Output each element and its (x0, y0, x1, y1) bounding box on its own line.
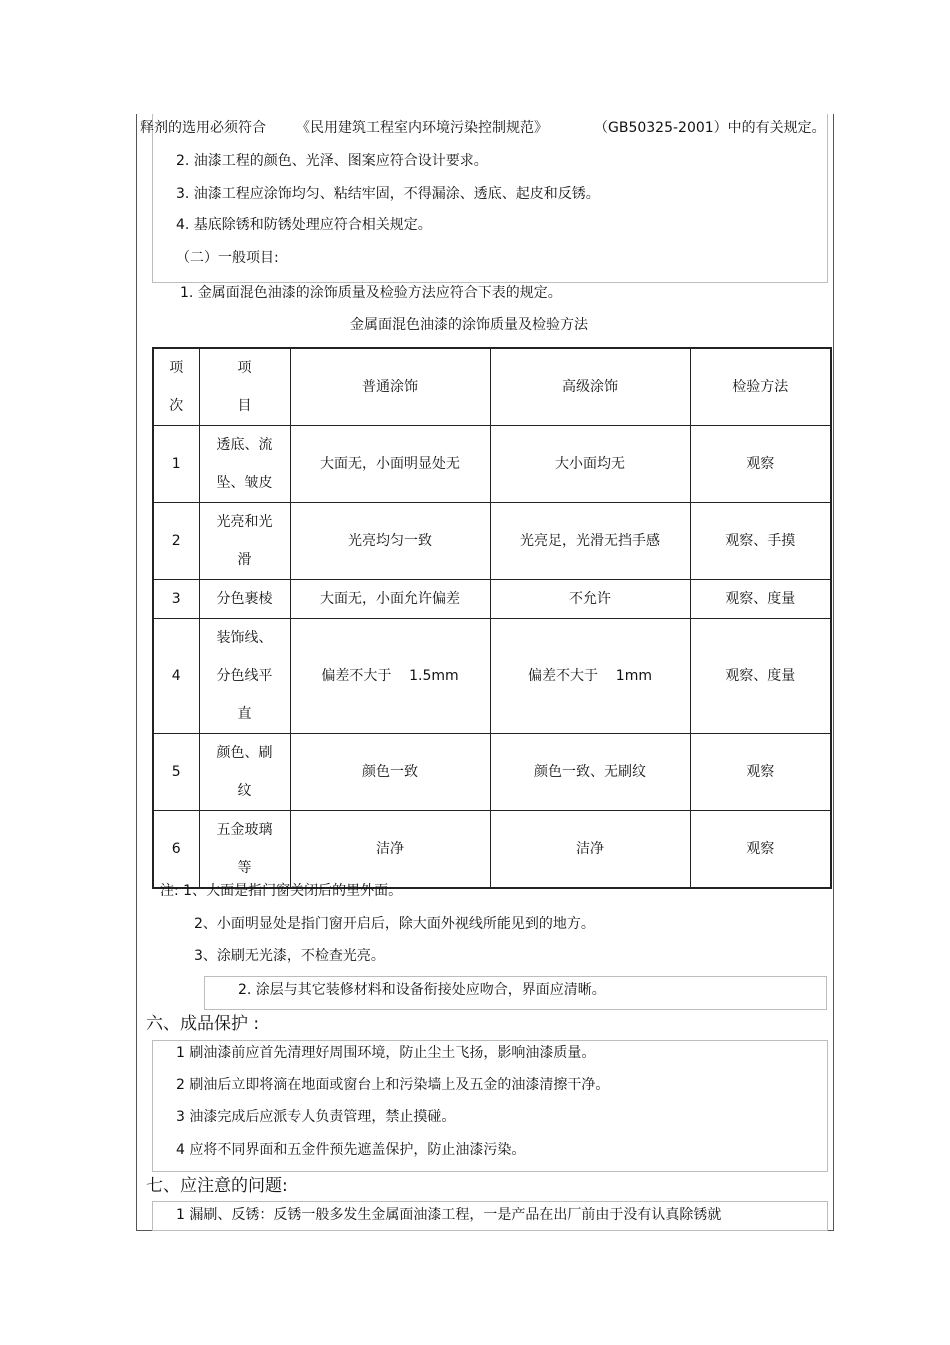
table-row (153, 426, 831, 503)
table-cell: 观察、度量 (690, 580, 831, 619)
table-cell: 不允许 (490, 580, 690, 619)
section-7-title: 七、应注意的问题: (146, 1176, 288, 1196)
table-row (153, 503, 831, 580)
header-cell: 检验方法 (690, 348, 831, 426)
item-3: 3. 油漆工程应涂饰均匀、粘结牢固，不得漏涂、透底、起皮和反锈。 (176, 186, 600, 202)
note-3: 3、涂刷无光漆，不检查光亮。 (194, 948, 385, 964)
header-cell: 普通涂饰 (290, 348, 490, 426)
table-cell: 1 (153, 426, 199, 503)
table-cell: 光亮均匀一致 (290, 503, 490, 580)
quality-table (152, 347, 832, 889)
interface-note: 2. 涂层与其它装修材料和设备衔接处应吻合，界面应清晰。 (238, 982, 606, 998)
table-cell: 大面无，小面允许偏差 (290, 580, 490, 619)
general-item-1: 1. 金属面混色油漆的涂饰质量及检验方法应符合下表的规定。 (180, 285, 562, 301)
table-cell: 洁净 (290, 811, 490, 889)
table-cell: 透底、流 坠、皱皮 (199, 426, 290, 503)
table-row (153, 734, 831, 811)
item-4: 4. 基底除锈和防锈处理应符合相关规定。 (176, 217, 432, 233)
note-1: 注: 1、大面是指门窗关闭后的里外面。 (160, 883, 403, 899)
table-cell: 洁净 (490, 811, 690, 889)
general-items-heading: （二）一般项目: (176, 250, 279, 266)
table-cell: 3 (153, 580, 199, 619)
table-cell: 4 (153, 619, 199, 734)
section-6-title: 六、成品保护 : (146, 1014, 260, 1034)
line0-text-b: 《民用建筑工程室内环境污染控制规范》 (296, 120, 548, 136)
table-cell: 5 (153, 734, 199, 811)
table-cell: 大面无，小面明显处无 (290, 426, 490, 503)
section-6-item: 4 应将不同界面和五金件预先遮盖保护，防止油漆污染。 (176, 1142, 526, 1158)
table-cell: 2 (153, 503, 199, 580)
section-6-item: 1 刷油漆前应首先清理好周围环境，防止尘土飞扬，影响油漆质量。 (176, 1045, 596, 1061)
note-2: 2、小面明显处是指门窗开启后，除大面外视线所能见到的地方。 (194, 916, 595, 932)
table-cell: 光亮和光 滑 (199, 503, 290, 580)
table-row (153, 580, 831, 619)
table-cell: 大小面均无 (490, 426, 690, 503)
table-cell: 观察、手摸 (690, 503, 831, 580)
table-cell: 6 (153, 811, 199, 889)
header-cell: 项 目 (199, 348, 290, 426)
table-cell: 颜色、刷 纹 (199, 734, 290, 811)
item-2: 2. 油漆工程的颜色、光泽、图案应符合设计要求。 (176, 153, 488, 169)
table-title: 金属面混色油漆的涂饰质量及检验方法 (350, 317, 588, 333)
table-cell: 观察 (690, 734, 831, 811)
section-6-item: 3 油漆完成后应派专人负责管理，禁止摸碰。 (176, 1109, 456, 1125)
section-7-item: 1 漏刷、反锈：反锈一般多发生金属面油漆工程，一是产品在出厂前由于没有认真除锈就 (176, 1207, 722, 1223)
table-row (153, 811, 831, 889)
table-cell: 光亮足，光滑无挡手感 (490, 503, 690, 580)
table-row (153, 619, 831, 734)
line0-text-c: （GB50325-2001）中的有关规定。 (594, 120, 826, 136)
table-cell: 颜色一致 (290, 734, 490, 811)
header-cell: 项 次 (153, 348, 199, 426)
line0-text-a: 释剂的选用必须符合 (140, 120, 266, 136)
table-cell: 观察 (690, 426, 831, 503)
table-cell: 观察 (690, 811, 831, 889)
table-cell: 五金玻璃 等 (199, 811, 290, 889)
table-cell: 偏差不大于 1.5mm (290, 619, 490, 734)
table-header-row (153, 348, 831, 426)
header-cell: 高级涂饰 (490, 348, 690, 426)
table-cell: 颜色一致、无刷纹 (490, 734, 690, 811)
table-cell: 偏差不大于 1mm (490, 619, 690, 734)
section-6-item: 2 刷油后立即将滴在地面或窗台上和污染墙上及五金的油漆清擦干净。 (176, 1077, 610, 1093)
table-cell: 观察、度量 (690, 619, 831, 734)
table-cell: 分色裹棱 (199, 580, 290, 619)
table-cell: 装饰线、 分色线平 直 (199, 619, 290, 734)
